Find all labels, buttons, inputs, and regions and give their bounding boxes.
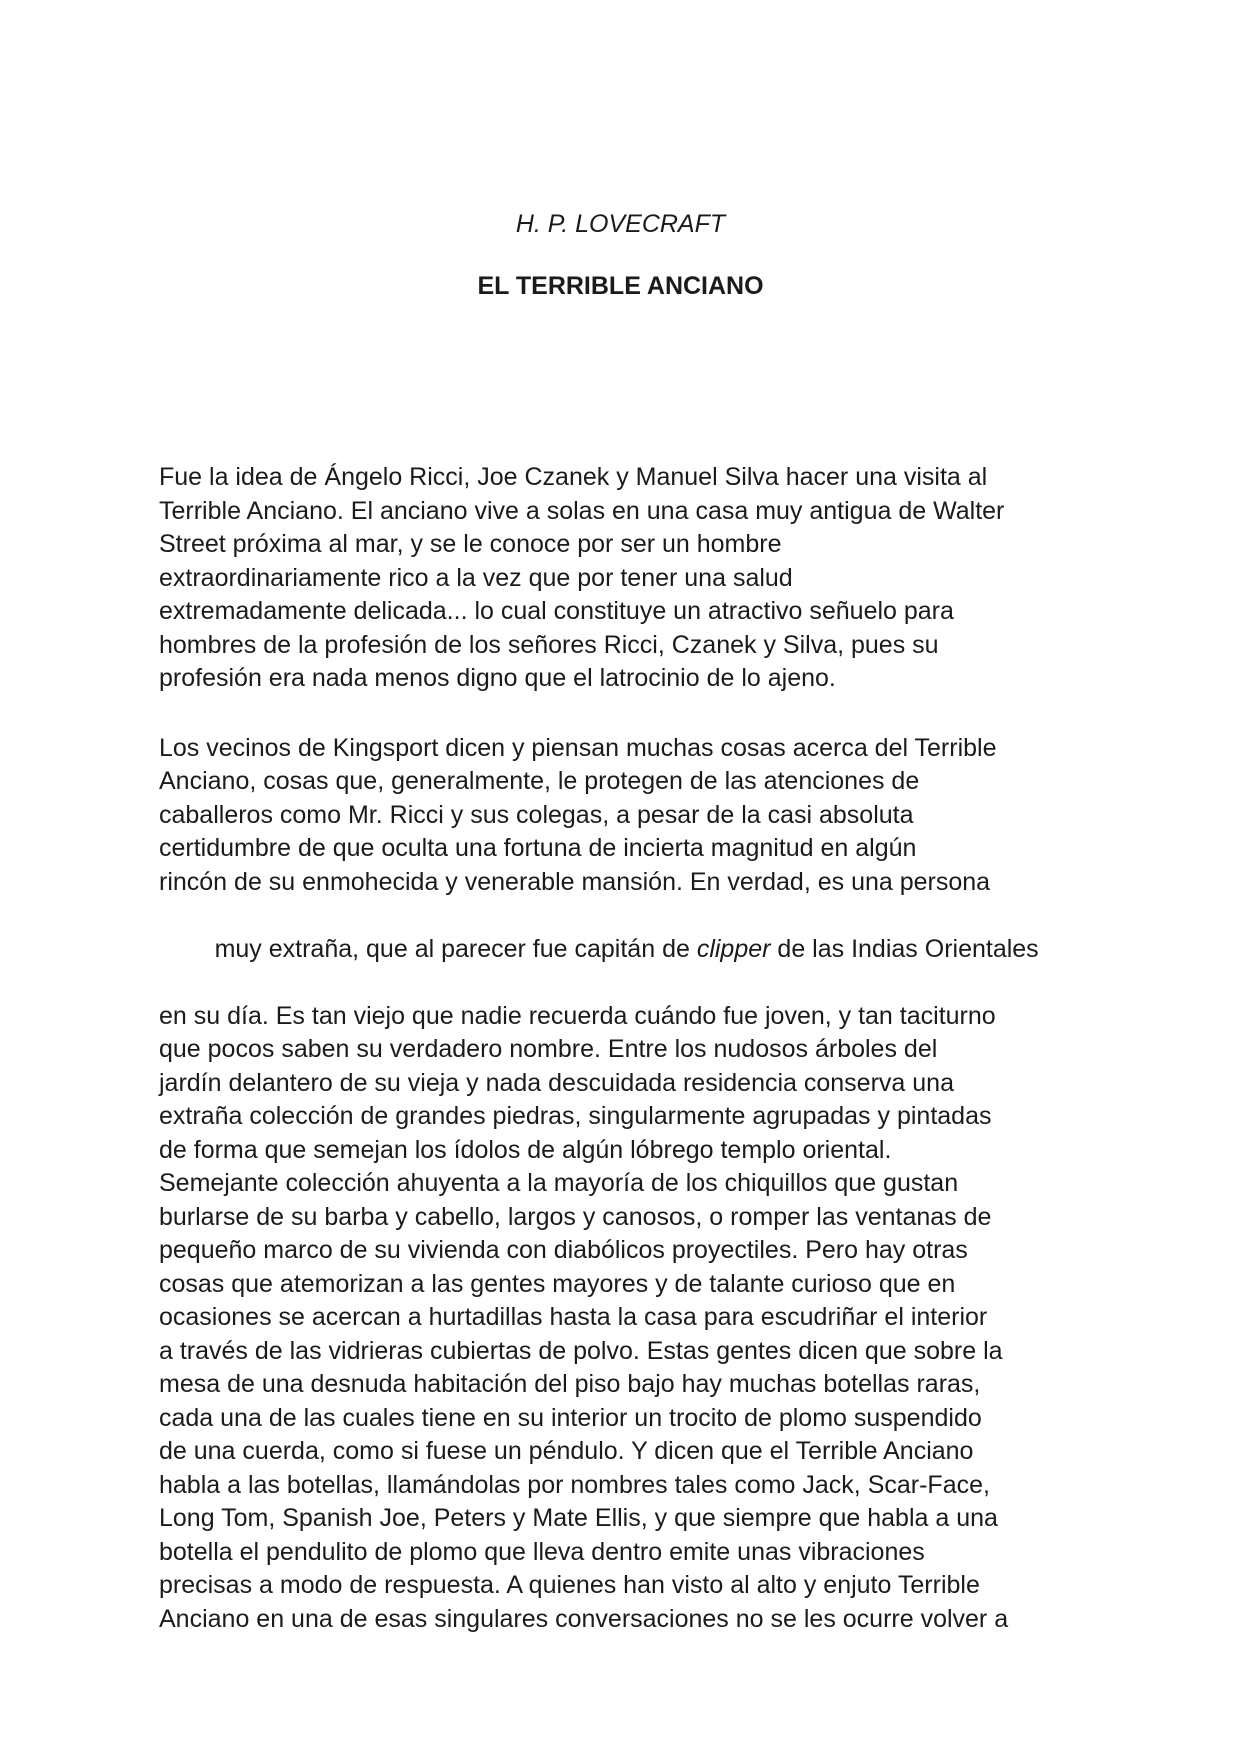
text-line: ocasiones se acercan a hurtadillas hasta la casa para escudriñar el interior xyxy=(159,1303,988,1331)
text-line: hombres de la profesión de los señores Ricci, Czanek y Silva, pues su xyxy=(159,630,939,659)
text-line: extraordinariamente rico a la vez que por tener una salud xyxy=(159,563,793,592)
text-line: botella el pendulito de plomo que lleva dentro emite unas vibraciones xyxy=(159,1537,925,1566)
text-line: pequeño marco de su vivienda con diabólicos proyectiles. Pero hay otras xyxy=(159,1236,968,1264)
text-line: mesa de una desnuda habitación del piso bajo hay muchas botellas raras, xyxy=(159,1370,981,1398)
text-line: de una cuerda, como si fuese un péndulo. Y dicen que el Terrible Anciano xyxy=(159,1437,974,1465)
text-line: Semejante colección ahuyenta a la mayoría de los chiquillos que gustan xyxy=(159,1169,959,1197)
text-line xyxy=(159,899,1121,1000)
text-line: certidumbre de que oculta una fortuna de incierta magnitud en algún xyxy=(159,834,917,862)
author-line: H. P. LOVECRAFT xyxy=(515,210,726,238)
text-line: Los vecinos de Kingsport dicen y piensan muchas cosas acerca del Terrible xyxy=(159,733,997,762)
clipper-line-post: de las Indias Orientales xyxy=(770,934,1039,963)
text-line: cosas que atemorizan a las gentes mayores y de talante curioso que en xyxy=(159,1269,956,1298)
paragraph-1 xyxy=(159,461,1121,696)
text-line: extraña colección de grandes piedras, singularmente agrupadas y pintadas xyxy=(159,1102,992,1130)
text-line: burlarse de su barba y cabello, largos y canosos, o romper las ventanas de xyxy=(159,1202,992,1231)
text-line: extremadamente delicada... lo cual constituye un atractivo señuelo para xyxy=(159,597,954,625)
text-line: Anciano en una de esas singulares conversaciones no se les ocurre volver a xyxy=(159,1604,1009,1633)
text-line: Anciano, cosas que, generalmente, le protegen de las atenciones de xyxy=(159,767,920,795)
text-line: jardín delantero de su vieja y nada descuidada residencia conserva una xyxy=(159,1068,954,1097)
clipper-line-pre: muy extraña, que al parecer fue capitán de xyxy=(214,934,697,963)
text-line: de forma que semejan los ídolos de algún lóbrego templo oriental. xyxy=(159,1135,892,1164)
text-line: Fue la idea de Ángelo Ricci, Joe Czanek y Manuel Silva hacer una visita al xyxy=(159,463,988,491)
text-line: Long Tom, Spanish Joe, Peters y Mate Ellis, y que siempre que habla a una xyxy=(159,1504,998,1532)
text-line: caballeros como Mr. Ricci y sus colegas, a pesar de la casi absoluta xyxy=(159,800,914,829)
text-line: Terrible Anciano. El anciano vive a solas en una casa muy antigua de Walter xyxy=(159,496,1005,525)
paragraph-2 xyxy=(159,732,1121,1637)
text-line: profesión era nada menos digno que el latrocinio de lo ajeno. xyxy=(159,664,836,692)
clipper-word-italic: clipper xyxy=(696,934,771,963)
text-line: que pocos saben su verdadero nombre. Entre los nudosos árboles del xyxy=(159,1035,938,1063)
story-body xyxy=(0,461,1241,1636)
text-line: precisas a modo de respuesta. A quienes han visto al alto y enjuto Terrible xyxy=(159,1571,980,1599)
text-line: Street próxima al mar, y se le conoce por ser un hombre xyxy=(159,530,782,558)
text-line: rincón de su enmohecida y venerable mansión. En verdad, es una persona xyxy=(159,867,991,896)
text-line: en su día. Es tan viejo que nadie recuerda cuándo fue joven, y tan taciturno xyxy=(159,1001,996,1030)
text-line: habla a las botellas, llamándolas por nombres tales como Jack, Scar-Face, xyxy=(159,1470,990,1499)
text-line: cada una de las cuales tiene en su interior un trocito de plomo suspendido xyxy=(159,1403,982,1432)
story-title: EL TERRIBLE ANCIANO xyxy=(477,271,764,300)
text-line: a través de las vidrieras cubiertas de polvo. Estas gentes dicen que sobre la xyxy=(159,1336,1003,1365)
